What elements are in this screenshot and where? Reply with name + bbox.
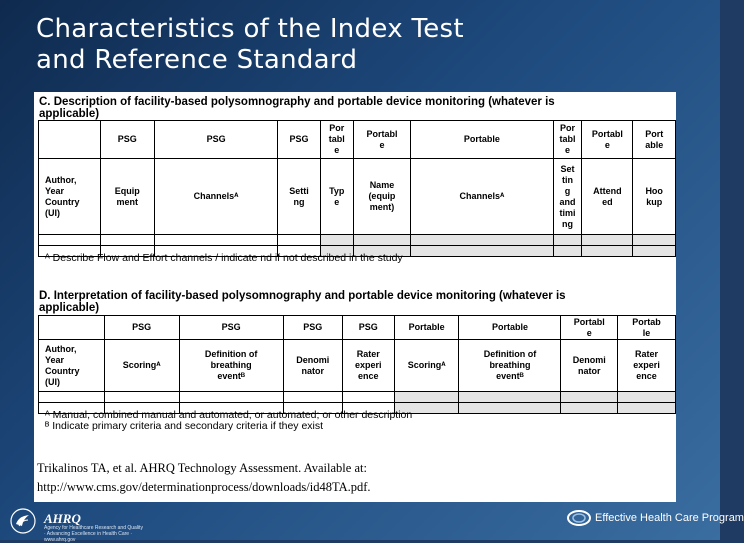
data-cell bbox=[618, 403, 676, 414]
label-cell: Setti ng bbox=[278, 159, 321, 235]
label-cell: Definition of breathing eventᴮ bbox=[179, 340, 283, 392]
header-cell: Port able bbox=[633, 121, 676, 159]
citation-line-1: Trikalinos TA, et al. AHRQ Technology Assessment. Available at: bbox=[37, 461, 367, 475]
data-cell bbox=[633, 235, 676, 246]
label-cell: Channelsᴬ bbox=[154, 159, 277, 235]
section-c-label-row bbox=[39, 159, 676, 235]
effective-health-care-logo bbox=[566, 508, 744, 528]
label-cell: Author, Year Country (UI) bbox=[39, 340, 105, 392]
section-c-header-row bbox=[39, 121, 676, 159]
ehc-swirl-icon bbox=[566, 508, 592, 528]
header-cell: PSG bbox=[104, 316, 179, 340]
data-cell bbox=[39, 235, 101, 246]
data-cell bbox=[553, 246, 582, 257]
data-cell bbox=[411, 246, 554, 257]
data-cell bbox=[394, 392, 459, 403]
label-cell: Set tin g and timi ng bbox=[553, 159, 582, 235]
label-cell: Definition of breathing eventᴮ bbox=[459, 340, 561, 392]
data-cell bbox=[278, 235, 321, 246]
section-d-footnote-1: ᴬ Manual, combined manual and automated, or automated; or other description bbox=[45, 409, 413, 421]
header-cell: PSG bbox=[100, 121, 154, 159]
ahrq-logo: AHRQ Agency for Healthcare Research and Quality · Advancing Excellence in Health Care · www.ahrq.gov bbox=[44, 511, 143, 543]
header-cell: Por tabl e bbox=[320, 121, 353, 159]
header-cell: PSG bbox=[179, 316, 283, 340]
header-cell: Portabl e bbox=[582, 121, 633, 159]
data-cell bbox=[283, 392, 342, 403]
header-cell bbox=[39, 316, 105, 340]
title-line-1: Characteristics of the Index Test bbox=[36, 14, 464, 44]
data-cell bbox=[39, 392, 105, 403]
section-c-footnote: ᴬ Describe Flow and Effort channels / indicate nd if not described in the study bbox=[45, 252, 403, 264]
data-cell bbox=[553, 235, 582, 246]
data-cell bbox=[154, 235, 277, 246]
title-line-2: and Reference Standard bbox=[36, 45, 358, 75]
hhs-eagle-logo-icon bbox=[10, 508, 36, 534]
label-cell: Denomi nator bbox=[561, 340, 618, 392]
label-cell: Name (equip ment) bbox=[353, 159, 410, 235]
data-cell bbox=[459, 392, 561, 403]
ahrq-tagline: Agency for Healthcare Research and Quality · Advancing Excellence in Health Care · www.ahrq.gov bbox=[44, 525, 143, 543]
data-cell bbox=[342, 392, 394, 403]
data-cell bbox=[179, 392, 283, 403]
data-cell bbox=[561, 403, 618, 414]
citation-line-2: http://www.cms.gov/determinationprocess/downloads/id48TA.pdf. bbox=[37, 480, 371, 494]
label-cell: Hoo kup bbox=[633, 159, 676, 235]
data-cell bbox=[618, 392, 676, 403]
section-d-header-row bbox=[39, 316, 676, 340]
label-cell: Attend ed bbox=[582, 159, 633, 235]
data-cell bbox=[104, 392, 179, 403]
header-cell: Por tabl e bbox=[553, 121, 582, 159]
data-cell bbox=[459, 403, 561, 414]
data-cell bbox=[633, 246, 676, 257]
label-cell: Rater experi ence bbox=[618, 340, 676, 392]
data-cell bbox=[353, 235, 410, 246]
header-cell: PSG bbox=[283, 316, 342, 340]
section-d-label-row bbox=[39, 340, 676, 392]
data-cell bbox=[582, 235, 633, 246]
label-cell: Scoringᴬ bbox=[394, 340, 459, 392]
label-cell: Channelsᴬ bbox=[411, 159, 554, 235]
header-cell: Portable bbox=[394, 316, 459, 340]
slide-title bbox=[36, 14, 696, 76]
label-cell: Equip ment bbox=[100, 159, 154, 235]
header-cell: Portable bbox=[459, 316, 561, 340]
header-cell: Portab le bbox=[618, 316, 676, 340]
label-cell: Scoringᴬ bbox=[104, 340, 179, 392]
data-cell bbox=[582, 246, 633, 257]
content-panel bbox=[34, 92, 676, 502]
header-cell: Portabl e bbox=[353, 121, 410, 159]
header-cell: PSG bbox=[342, 316, 394, 340]
section-c-data-row bbox=[39, 235, 676, 246]
section-d-title: D. Interpretation of facility-based polysomnography and portable device monitoring (whatever is applicable) bbox=[39, 290, 566, 314]
label-cell: Typ e bbox=[320, 159, 353, 235]
data-cell bbox=[100, 235, 154, 246]
header-cell: Portable bbox=[411, 121, 554, 159]
section-c-table bbox=[38, 120, 676, 257]
section-d-table bbox=[38, 315, 676, 414]
table-figure bbox=[37, 95, 673, 453]
section-c-title: C. Description of facility-based polysomnography and portable device monitoring (whatever is applicable) bbox=[39, 96, 555, 120]
section-d-data-row bbox=[39, 392, 676, 403]
ehc-label: Effective Health Care Program bbox=[595, 512, 744, 524]
label-cell: Author, Year Country (UI) bbox=[39, 159, 101, 235]
header-cell: PSG bbox=[278, 121, 321, 159]
label-cell: Denomi nator bbox=[283, 340, 342, 392]
header-cell: PSG bbox=[154, 121, 277, 159]
section-d-footnote-2: ᴮ Indicate primary criteria and secondary criteria if they exist bbox=[45, 420, 324, 432]
citation bbox=[37, 459, 371, 497]
label-cell: Rater experi ence bbox=[342, 340, 394, 392]
header-cell bbox=[39, 121, 101, 159]
data-cell bbox=[561, 392, 618, 403]
header-cell: Portabl e bbox=[561, 316, 618, 340]
data-cell bbox=[320, 235, 353, 246]
data-cell bbox=[411, 235, 554, 246]
